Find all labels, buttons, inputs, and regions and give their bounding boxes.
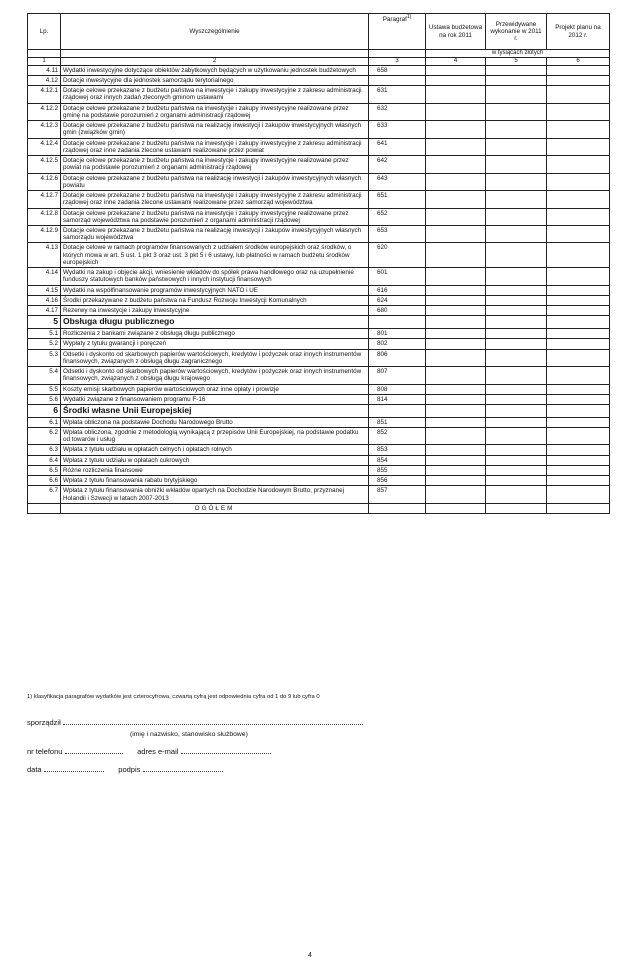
- row-budget-2011[interactable]: [426, 306, 486, 316]
- row-forecast-2011[interactable]: [486, 243, 547, 268]
- row-forecast-2011[interactable]: [486, 138, 547, 155]
- date-sign-line: [27, 764, 223, 774]
- row-description: Wpłata z tytułu udziału w opłatach cukrowych: [61, 455, 369, 465]
- table-row: [28, 121, 610, 138]
- row-budget-2011[interactable]: [426, 349, 486, 366]
- row-description: Wpłata z tytułu udziału w opłatach celnych i opłatach rolnych: [61, 445, 369, 455]
- row-lp: 5: [28, 316, 61, 329]
- contact-line: [27, 746, 271, 756]
- table-row: [28, 486, 610, 503]
- footnote: 1) klasyfikacja paragrafów wydatków jest czterocyfrowa, czwartą cyfrą jest odpowiednia cyfra od 1 do 9 lub cyfra 0: [27, 694, 320, 700]
- row-plan-2012[interactable]: [547, 339, 610, 349]
- row-budget-2011[interactable]: [426, 121, 486, 138]
- header-paragraph-sup: 1): [406, 14, 412, 20]
- colnum-6: 6: [547, 57, 610, 65]
- total-row: [28, 503, 610, 513]
- row-budget-2011[interactable]: [426, 476, 486, 486]
- table-row: [28, 384, 610, 394]
- row-budget-2011[interactable]: [426, 295, 486, 305]
- row-budget-2011[interactable]: [426, 103, 486, 120]
- table-row: [28, 285, 610, 295]
- row-paragraph: 633: [369, 121, 426, 138]
- total-lp-blank: [28, 503, 61, 513]
- header-lp: Lp.: [28, 14, 61, 50]
- row-paragraph: 624: [369, 295, 426, 305]
- row-paragraph: 801: [369, 329, 426, 339]
- row-plan-2012[interactable]: [547, 394, 610, 404]
- colnum-5: 5: [486, 57, 547, 65]
- row-lp: 5.6: [28, 394, 61, 404]
- row-forecast-2011[interactable]: [486, 349, 547, 366]
- row-plan-2012[interactable]: [547, 86, 610, 103]
- unit-blank: [28, 50, 61, 58]
- row-budget-2011[interactable]: [426, 243, 486, 268]
- row-description: Koszty emisji skarbowych papierów wartościowych oraz inne opłaty i prowizje: [61, 384, 369, 394]
- section-row: [28, 404, 610, 417]
- row-forecast-2011[interactable]: [486, 295, 547, 305]
- row-lp: 4.16: [28, 295, 61, 305]
- expenditure-table: [27, 13, 610, 514]
- row-forecast-2011[interactable]: [486, 465, 547, 475]
- row-description: Dotacje celowe przekazane z budżetu państwa na realizację inwestycji i zakupów inwestycyjnych własnych gmin (związków gmin): [61, 121, 369, 138]
- prepared-by-line: [27, 717, 363, 727]
- row-lp: 5.1: [28, 329, 61, 339]
- section-row: [28, 316, 610, 329]
- row-paragraph: 651: [369, 191, 426, 208]
- row-forecast-2011[interactable]: [486, 394, 547, 404]
- row-lp: 5.2: [28, 339, 61, 349]
- header-col4: Ustawa budżetowa na rok 2011: [426, 14, 486, 50]
- row-budget-2011[interactable]: [426, 226, 486, 243]
- table-row: [28, 65, 610, 75]
- table-row: [28, 103, 610, 120]
- row-forecast-2011[interactable]: [486, 329, 547, 339]
- unit-label: w tysiącach złotych: [426, 50, 610, 58]
- row-paragraph: 620: [369, 243, 426, 268]
- table-row: [28, 306, 610, 316]
- row-lp: 6.3: [28, 445, 61, 455]
- table-row: [28, 295, 610, 305]
- row-description: Odsetki i dyskonto od skarbowych papierów wartościowych, kredytów i pożyczek oraz innych instrumentów finansowych, związanych z obsługą długu krajowego: [61, 367, 369, 384]
- row-forecast-2011[interactable]: [486, 384, 547, 394]
- table-row: [28, 138, 610, 155]
- table-row: [28, 191, 610, 208]
- table-row: [28, 417, 610, 427]
- row-description: Wpłata obliczona na podstawie Dochodu Narodowego Brutto: [61, 417, 369, 427]
- row-plan-2012[interactable]: [547, 349, 610, 366]
- header-col5: Przewidywane wykonanie w 2011 r.: [486, 14, 547, 50]
- row-budget-2011[interactable]: [426, 86, 486, 103]
- row-budget-2011[interactable]: [426, 316, 486, 329]
- row-budget-2011[interactable]: [426, 394, 486, 404]
- table-row: [28, 226, 610, 243]
- unit-blank: [61, 50, 369, 58]
- table-row: [28, 367, 610, 384]
- row-forecast-2011[interactable]: [486, 445, 547, 455]
- table-row: [28, 173, 610, 190]
- row-budget-2011[interactable]: [426, 427, 486, 444]
- row-lp: 6.5: [28, 465, 61, 475]
- row-description: Wydatki na współfinansowanie programów inwestycyjnych NATO i UE: [61, 285, 369, 295]
- row-paragraph: 641: [369, 138, 426, 155]
- row-plan-2012[interactable]: [547, 243, 610, 268]
- row-plan-2012[interactable]: [547, 191, 610, 208]
- row-forecast-2011[interactable]: [486, 156, 547, 173]
- page-number: 4: [308, 952, 312, 959]
- row-plan-2012[interactable]: [547, 417, 610, 427]
- row-plan-2012[interactable]: [547, 121, 610, 138]
- phone-label: nr telefonu: [27, 747, 63, 756]
- row-forecast-2011[interactable]: [486, 191, 547, 208]
- row-paragraph: 642: [369, 156, 426, 173]
- row-description: Wpłata obliczona, zgodnie z metodologią wynikającą z przepisów Unii Europejskiej, na podstawie podatku od towarów i usług: [61, 427, 369, 444]
- row-forecast-2011[interactable]: [486, 417, 547, 427]
- row-lp: 6.7: [28, 486, 61, 503]
- row-lp: 4.12.1: [28, 86, 61, 103]
- row-description: Dotacje celowe w ramach programów finansowanych z udziałem środków europejskich oraz środków, o których mowa w art. 5 ust. 1 pkt 3 oraz ust. 3 pkt 5 i 6 ustawy, lub płatności w ramach budżetu środków europejskich: [61, 243, 369, 268]
- row-description: Wydatki związane z finansowaniem programu F-16: [61, 394, 369, 404]
- table-row: [28, 349, 610, 366]
- row-plan-2012[interactable]: [547, 384, 610, 394]
- row-budget-2011[interactable]: [426, 339, 486, 349]
- row-budget-2011[interactable]: [426, 76, 486, 86]
- total-budget-2011[interactable]: [426, 503, 486, 513]
- colnum-2: 2: [61, 57, 369, 65]
- total-forecast-2011[interactable]: [486, 503, 547, 513]
- row-plan-2012[interactable]: [547, 455, 610, 465]
- prepared-by-field[interactable]: [63, 717, 363, 725]
- row-plan-2012[interactable]: [547, 476, 610, 486]
- row-forecast-2011[interactable]: [486, 306, 547, 316]
- row-plan-2012[interactable]: [547, 173, 610, 190]
- row-plan-2012[interactable]: [547, 445, 610, 455]
- row-plan-2012[interactable]: [547, 103, 610, 120]
- table-row: [28, 268, 610, 285]
- row-description: Rezerwy na inwestycje i zakupy inwestycyjne: [61, 306, 369, 316]
- row-budget-2011[interactable]: [426, 65, 486, 75]
- row-description: Dotacje celowe przekazane z budżetu państwa na inwestycje i zakupy inwestycyjne z zakresu administracji rządowej oraz innych zadań zleconych gminom ustawami: [61, 86, 369, 103]
- row-paragraph: 814: [369, 394, 426, 404]
- row-paragraph: 616: [369, 285, 426, 295]
- row-paragraph: 802: [369, 339, 426, 349]
- table-row: [28, 86, 610, 103]
- row-forecast-2011[interactable]: [486, 427, 547, 444]
- row-budget-2011[interactable]: [426, 173, 486, 190]
- row-forecast-2011[interactable]: [486, 316, 547, 329]
- row-budget-2011[interactable]: [426, 285, 486, 295]
- row-forecast-2011[interactable]: [486, 455, 547, 465]
- row-budget-2011[interactable]: [426, 268, 486, 285]
- unit-row: [28, 50, 610, 58]
- row-lp: 4.11: [28, 65, 61, 75]
- email-field[interactable]: [181, 746, 271, 754]
- header-col6: Projekt planu na 2012 r.: [547, 14, 610, 50]
- row-description: Wydatki na zakup i objęcie akcji, wniesienie wkładów do spółek prawa handlowego oraz na uzupełnienie funduszy statutowych banków państwowych i innych instytucji finansowych: [61, 268, 369, 285]
- row-description: Dotacje celowe przekazane z budżetu państwa na inwestycje i zakupy inwestycyjne z zakresu administracji rządowej oraz inne zadania zlecone ustawami realizowane przez samorząd województwa: [61, 191, 369, 208]
- row-lp: 4.17: [28, 306, 61, 316]
- row-paragraph: 653: [369, 226, 426, 243]
- row-plan-2012[interactable]: [547, 306, 610, 316]
- row-plan-2012[interactable]: [547, 367, 610, 384]
- table-row: [28, 329, 610, 339]
- unit-blank: [369, 50, 426, 58]
- row-lp: 4.12.7: [28, 191, 61, 208]
- row-plan-2012[interactable]: [547, 316, 610, 329]
- phone-field[interactable]: [65, 746, 123, 754]
- table-row: [28, 465, 610, 475]
- row-plan-2012[interactable]: [547, 138, 610, 155]
- sign-label: podpis: [118, 765, 141, 774]
- row-paragraph: 680: [369, 306, 426, 316]
- row-lp: 4.12.9: [28, 226, 61, 243]
- row-description: Odsetki i dyskonto od skarbowych papierów wartościowych, kredytów i pożyczek oraz innych instrumentów finansowych, związanych z obsługą długu zagranicznego: [61, 349, 369, 366]
- row-plan-2012[interactable]: [547, 65, 610, 75]
- header-description: Wyszczególnienie: [61, 14, 369, 50]
- row-description: Dotacje celowe przekazane z budżetu państwa na inwestycje i zakupy inwestycyjne z zakresu administracji rządowej oraz inne zadania zlecone ustawami realizowane przez powiat: [61, 138, 369, 155]
- row-paragraph: [369, 316, 426, 329]
- row-lp: 4.12: [28, 76, 61, 86]
- row-plan-2012[interactable]: [547, 156, 610, 173]
- table-row: [28, 243, 610, 268]
- row-description: Różne rozliczenia finansowe: [61, 465, 369, 475]
- row-description: Wpłata z tytułu finansowania obniżki wkładów opartych na Dochodzie Narodowym Brutto, przyznanej Holandii i Szwecji w latach 2007-2013: [61, 486, 369, 503]
- colnum-4: 4: [426, 57, 486, 65]
- table-row: [28, 394, 610, 404]
- row-forecast-2011[interactable]: [486, 76, 547, 86]
- row-description: Dotacje celowe przekazane z budżetu państwa na inwestycje i zakupy inwestycyjne realizowane przez gminę na podstawie porozumień z organami administracji rządowej: [61, 103, 369, 120]
- row-plan-2012[interactable]: [547, 486, 610, 503]
- row-plan-2012[interactable]: [547, 285, 610, 295]
- row-budget-2011[interactable]: [426, 465, 486, 475]
- row-lp: 6.6: [28, 476, 61, 486]
- row-lp: 4.12.5: [28, 156, 61, 173]
- row-plan-2012[interactable]: [547, 226, 610, 243]
- row-forecast-2011[interactable]: [486, 476, 547, 486]
- row-paragraph: 853: [369, 445, 426, 455]
- row-budget-2011[interactable]: [426, 404, 486, 417]
- row-forecast-2011[interactable]: [486, 208, 547, 225]
- row-paragraph: 808: [369, 384, 426, 394]
- row-lp: 4.12.4: [28, 138, 61, 155]
- sign-field[interactable]: [143, 764, 223, 772]
- header-row: [28, 14, 610, 50]
- row-plan-2012[interactable]: [547, 295, 610, 305]
- row-description: Obsługa długu publicznego: [61, 316, 369, 329]
- prepared-by-label: sporządził: [27, 718, 61, 727]
- name-position-hint: (imię i nazwisko, stanowisko służbowe): [130, 731, 248, 738]
- row-lp: 5.5: [28, 384, 61, 394]
- row-paragraph: 855: [369, 465, 426, 475]
- row-forecast-2011[interactable]: [486, 65, 547, 75]
- row-paragraph: 658: [369, 65, 426, 75]
- row-budget-2011[interactable]: [426, 367, 486, 384]
- row-description: Wypłaty z tytułu gwarancji i poręczeń: [61, 339, 369, 349]
- row-lp: 6: [28, 404, 61, 417]
- row-paragraph: 856: [369, 476, 426, 486]
- row-forecast-2011[interactable]: [486, 285, 547, 295]
- row-forecast-2011[interactable]: [486, 339, 547, 349]
- row-forecast-2011[interactable]: [486, 103, 547, 120]
- row-forecast-2011[interactable]: [486, 367, 547, 384]
- row-paragraph: 854: [369, 455, 426, 465]
- row-forecast-2011[interactable]: [486, 121, 547, 138]
- row-paragraph: 857: [369, 486, 426, 503]
- row-lp: 4.14: [28, 268, 61, 285]
- table-row: [28, 476, 610, 486]
- row-forecast-2011[interactable]: [486, 268, 547, 285]
- row-description: Dotacje celowe przekazane z budżetu państwa na realizację inwestycji i zakupów inwestycyjnych własnych samorządu województwa: [61, 226, 369, 243]
- row-paragraph: [369, 404, 426, 417]
- row-paragraph: 852: [369, 427, 426, 444]
- colnum-3: 3: [369, 57, 426, 65]
- table-row: [28, 445, 610, 455]
- row-lp: 5.3: [28, 349, 61, 366]
- row-lp: 4.13: [28, 243, 61, 268]
- header-paragraph-text: Paragraf: [382, 16, 407, 24]
- row-lp: 6.2: [28, 427, 61, 444]
- row-description: Dotacje celowe przekazane z budżetu państwa na realizację inwestycji i zakupów inwestycyjnych własnych powiatu: [61, 173, 369, 190]
- row-lp: 4.12.6: [28, 173, 61, 190]
- row-budget-2011[interactable]: [426, 156, 486, 173]
- row-paragraph: 851: [369, 417, 426, 427]
- table-row: [28, 156, 610, 173]
- row-forecast-2011[interactable]: [486, 486, 547, 503]
- email-label: adres e-mail: [137, 747, 179, 756]
- total-label: OGÓŁEM: [61, 503, 369, 513]
- total-paragraph-blank: [369, 503, 426, 513]
- row-budget-2011[interactable]: [426, 384, 486, 394]
- row-lp: 5.4: [28, 367, 61, 384]
- row-paragraph: 806: [369, 349, 426, 366]
- row-lp: 4.12.2: [28, 103, 61, 120]
- date-label: data: [27, 765, 42, 774]
- row-budget-2011[interactable]: [426, 191, 486, 208]
- row-budget-2011[interactable]: [426, 486, 486, 503]
- row-lp: 4.15: [28, 285, 61, 295]
- row-budget-2011[interactable]: [426, 455, 486, 465]
- row-description: Dotacje inwestycyjne dla jednostek samorządu terytorialnego: [61, 76, 369, 86]
- row-description: Środki własne Unii Europejskiej: [61, 404, 369, 417]
- row-plan-2012[interactable]: [547, 76, 610, 86]
- column-number-row: [28, 57, 610, 65]
- table-row: [28, 455, 610, 465]
- header-paragraph: [369, 14, 426, 50]
- table-row: [28, 339, 610, 349]
- row-forecast-2011[interactable]: [486, 226, 547, 243]
- row-plan-2012[interactable]: [547, 427, 610, 444]
- table-row: [28, 76, 610, 86]
- row-paragraph: 632: [369, 103, 426, 120]
- table-row: [28, 208, 610, 225]
- total-plan-2012[interactable]: [547, 503, 610, 513]
- row-description: Dotacje celowe przekazane z budżetu państwa na inwestycje i zakupy inwestycyjne realizowane przez powiat na podstawie porozumień z organami administracji rządowej: [61, 156, 369, 173]
- row-budget-2011[interactable]: [426, 208, 486, 225]
- row-description: Dotacje celowe przekazane z budżetu państwa na inwestycje i zakupy inwestycyjne realizowane przez samorząd województwa na podstawie porozumień z organami administracji rządowej: [61, 208, 369, 225]
- row-forecast-2011[interactable]: [486, 173, 547, 190]
- row-paragraph: 643: [369, 173, 426, 190]
- row-forecast-2011[interactable]: [486, 404, 547, 417]
- row-paragraph: [369, 76, 426, 86]
- row-lp: 4.12.8: [28, 208, 61, 225]
- row-budget-2011[interactable]: [426, 138, 486, 155]
- row-description: Wydatki inwestycyjne dotyczące obiektów zabytkowych będących w użytkowaniu jednostek budżetowych: [61, 65, 369, 75]
- row-lp: 4.12.3: [28, 121, 61, 138]
- row-plan-2012[interactable]: [547, 208, 610, 225]
- row-plan-2012[interactable]: [547, 404, 610, 417]
- row-description: Rozliczenia z bankami związane z obsługą długu publicznego: [61, 329, 369, 339]
- row-budget-2011[interactable]: [426, 417, 486, 427]
- row-paragraph: 631: [369, 86, 426, 103]
- row-budget-2011[interactable]: [426, 329, 486, 339]
- row-paragraph: 601: [369, 268, 426, 285]
- row-description: Wpłata z tytułu finansowania rabatu brytyjskiego: [61, 476, 369, 486]
- row-budget-2011[interactable]: [426, 445, 486, 455]
- row-description: Środki przekazywane z budżetu państwa na Fundusz Rozwoju Inwestycji Komunalnych: [61, 295, 369, 305]
- row-plan-2012[interactable]: [547, 268, 610, 285]
- date-field[interactable]: [44, 764, 104, 772]
- row-paragraph: 652: [369, 208, 426, 225]
- row-lp: 6.1: [28, 417, 61, 427]
- row-paragraph: 807: [369, 367, 426, 384]
- row-plan-2012[interactable]: [547, 329, 610, 339]
- row-plan-2012[interactable]: [547, 465, 610, 475]
- row-lp: 6.4: [28, 455, 61, 465]
- colnum-1: 1: [28, 57, 61, 65]
- row-forecast-2011[interactable]: [486, 86, 547, 103]
- table-row: [28, 427, 610, 444]
